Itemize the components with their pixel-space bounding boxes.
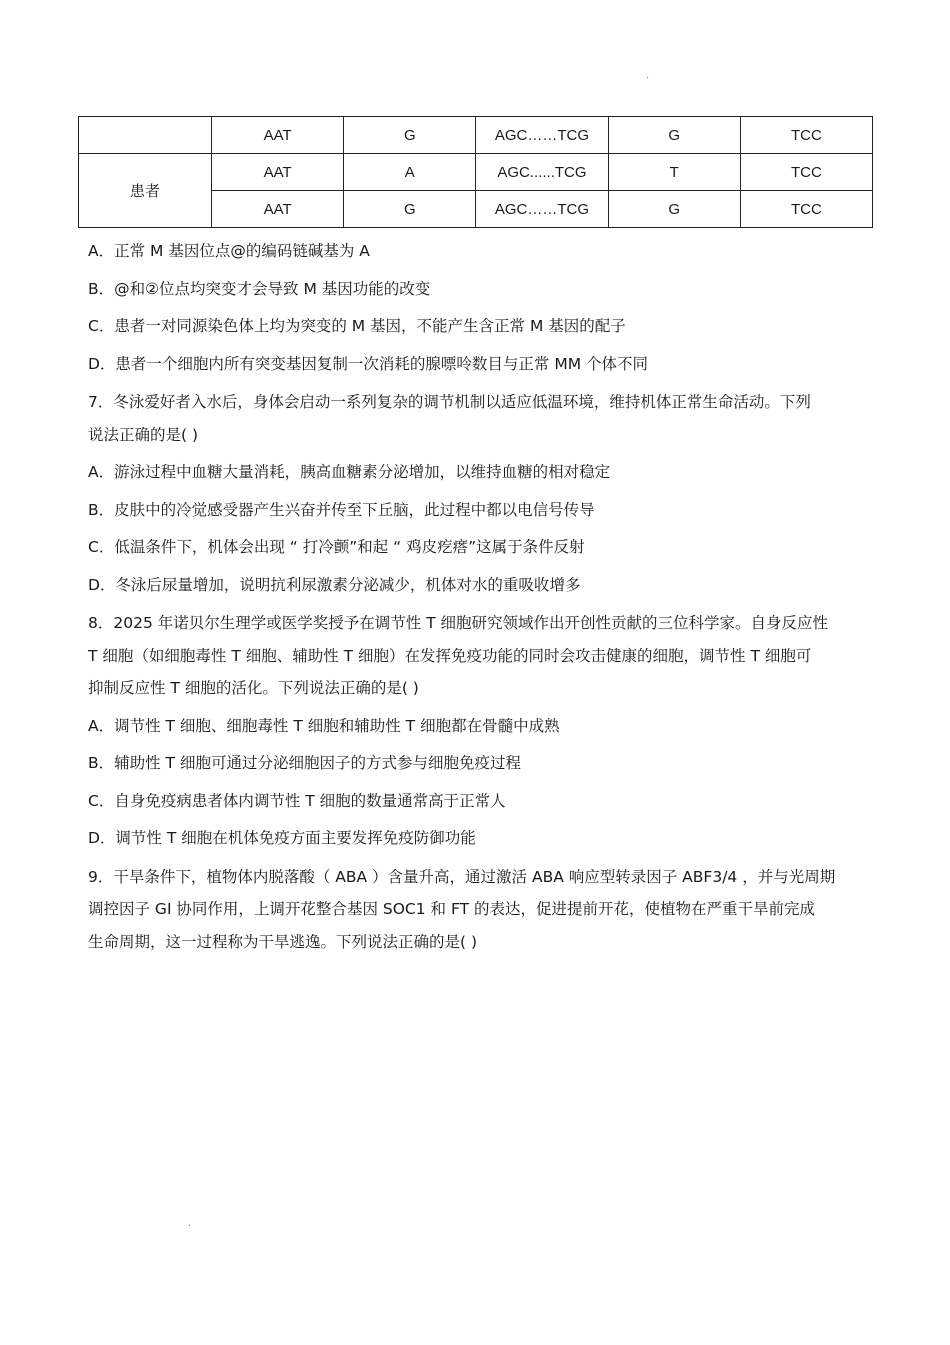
q8-stem-line: T 细胞（如细胞毒性 T 细胞、辅助性 T 细胞）在发挥免疫功能的同时会攻击健康的细胞，调节性 T 细胞可 [88, 646, 812, 665]
q8-option-c: C．自身免疫病患者体内调节性 T 细胞的数量通常高于正常人 [88, 791, 506, 810]
table-cell: TCC [740, 191, 872, 228]
q6-option-b: B．@和②位点均突变才会导致 M 基因功能的改变 [88, 279, 431, 298]
q7-option-a: A．游泳过程中血糖大量消耗，胰高血糖素分泌增加，以维持血糖的相对稳定 [88, 463, 611, 481]
page-mark-bottom: . [188, 1218, 192, 1229]
q7-stem-line: 7．冬泳爱好者入水后，身体会启动一系列复杂的调节机制以适应低温环境，维持机体正常生命活动。下列 [88, 393, 811, 411]
q8-option-a: A．调节性 T 细胞、细胞毒性 T 细胞和辅助性 T 细胞都在骨髓中成熟 [88, 716, 560, 735]
table-cell: AGC......TCG [476, 154, 608, 191]
q8-stem-line: 抑制反应性 T 细胞的活化。下列说法正确的是( ) [88, 679, 419, 697]
table-cell: AAT [212, 117, 344, 154]
q8-stem-line: 8．2025 年诺贝尔生理学或医学奖授予在调节性 T 细胞研究领域作出开创性贡献的三位科学家。自身反应性 [88, 614, 829, 632]
table-cell: T [608, 154, 740, 191]
table-cell: G [608, 191, 740, 228]
table-cell: G [344, 117, 476, 154]
table-cell: G [344, 191, 476, 228]
gene-sequence-table [78, 116, 873, 228]
q9-stem-line: 9．干旱条件下，植物体内脱落酸（ ABA ）含量升高，通过激活 ABA 响应型转录因子 ABF3/4 ，并与光周期 [88, 867, 836, 886]
table-cell: TCC [740, 154, 872, 191]
q6-option-a: A．正常 M 基因位点@的编码链碱基为 A [88, 242, 370, 260]
table-cell: AGC……TCG [476, 117, 608, 154]
q7-option-b: B．皮肤中的冷觉感受器产生兴奋并传至下丘脑，此过程中都以电信号传导 [88, 500, 595, 519]
page-mark-top: . [646, 70, 650, 81]
q6-option-d: D．患者一个细胞内所有突变基因复制一次消耗的腺嘌呤数目与正常 MM 个体不同 [88, 354, 649, 373]
question-content [88, 240, 873, 968]
table-row [79, 154, 873, 191]
q8-option-b: B．辅助性 T 细胞可通过分泌细胞因子的方式参与细胞免疫过程 [88, 754, 521, 772]
q7-stem [88, 386, 873, 451]
q9-stem-line: 生命周期，这一过程称为干旱逃逸。下列说法正确的是( ) [88, 932, 478, 951]
row-label-patient: 患者 [79, 154, 212, 228]
q7-option-c: C．低温条件下，机体会出现 “ 打冷颤”和起 “ 鸡皮疙瘩”这属于条件反射 [88, 538, 585, 556]
table-cell: AAT [212, 154, 344, 191]
q6-option-c: C．患者一对同源染色体上均为突变的 M 基因，不能产生含正常 M 基因的配子 [88, 317, 626, 335]
table-row [79, 117, 873, 154]
table-cell: G [608, 117, 740, 154]
table-cell: AGC……TCG [476, 191, 608, 228]
table-cell: AAT [212, 191, 344, 228]
q7-stem-line: 说法正确的是( ) [88, 425, 199, 444]
row-label-cell [79, 117, 212, 154]
q8-option-d: D．调节性 T 细胞在机体免疫方面主要发挥免疫防御功能 [88, 829, 476, 847]
q7-option-d: D．冬泳后尿量增加，说明抗利尿激素分泌减少，机体对水的重吸收增多 [88, 575, 581, 594]
table-cell: TCC [740, 117, 872, 154]
table-cell: A [344, 154, 476, 191]
q9-stem-line: 调控因子 GI 协同作用，上调开花整合基因 SOC1 和 FT 的表达，促进提前开花，使植物在严重干旱前完成 [88, 900, 815, 918]
q8-stem [88, 607, 873, 705]
q9-stem [88, 861, 873, 959]
